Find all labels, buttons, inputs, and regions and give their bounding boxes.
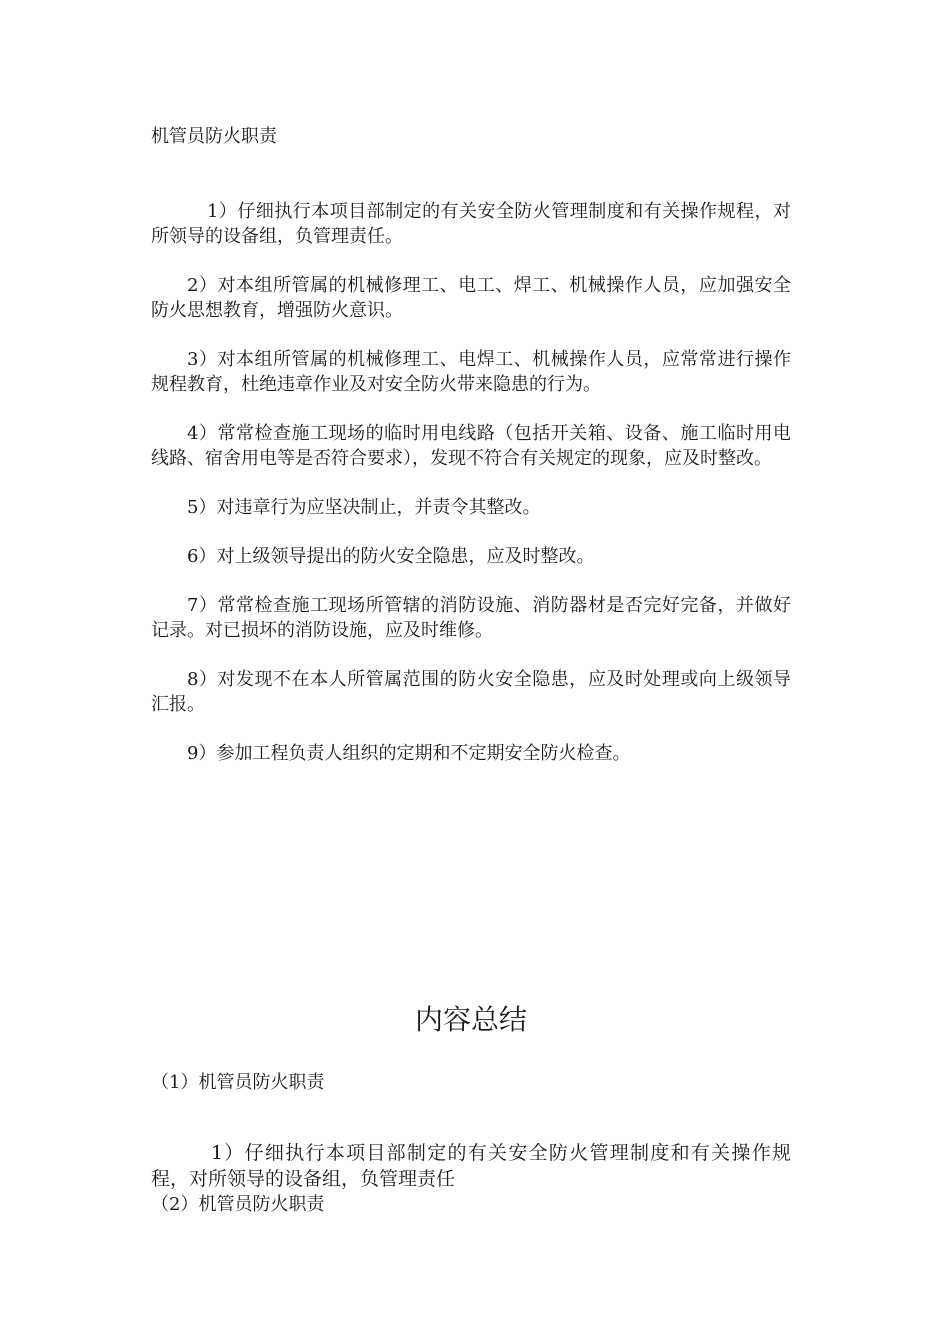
list-item: 6）对上级领导提出的防火安全隐患，应及时整改。: [187, 546, 595, 567]
list-item: 7）常常检查施工现场所管辖的消防设施、消防器材是否完好完备，并做好记录。对已损坏的消防设施，应及时维修。: [151, 595, 791, 641]
list-item: 3）对本组所管属的机械修理工、电焊工、机械操作人员，应常常进行操作规程教育，杜绝违章作业及对安全防火带来隐患的行为。: [151, 349, 791, 395]
summary-item-2: （2）机管员防火职责: [151, 1194, 325, 1215]
list-item: 9）参加工程负责人组织的定期和不定期安全防火检查。: [187, 743, 631, 764]
list-item: 5）对违章行为应坚决制止，并责令其整改。: [187, 497, 541, 518]
list-item: 2）对本组所管属的机械修理工、电工、焊工、机械操作人员，应加强安全防火思想教育，增强防火意识。: [151, 275, 791, 321]
summary-heading: 内容总结: [414, 1003, 527, 1036]
summary-paragraph: 1）仔细执行本项目部制定的有关安全防火管理制度和有关操作规程，对所领导的设备组，负管理责任: [151, 1142, 791, 1190]
responsibility-list: [151, 199, 791, 790]
list-item: 8）对发现不在本人所管属范围的防火安全隐患，应及时处理或向上级领导汇报。: [151, 669, 791, 715]
document-title: 机管员防火职责: [151, 126, 277, 147]
summary-section: [151, 1000, 791, 1218]
list-item: 1）仔细执行本项目部制定的有关安全防火管理制度和有关操作规程，对所领导的设备组，负管理责任。: [151, 201, 791, 247]
list-item: 4）常常检查施工现场的临时用电线路（包括开关箱、设备、施工临时用电线路、宿舍用电等是否符合要求），发现不符合有关规定的现象，应及时整改。: [151, 423, 791, 469]
summary-item-1: （1）机管员防火职责: [151, 1072, 325, 1093]
